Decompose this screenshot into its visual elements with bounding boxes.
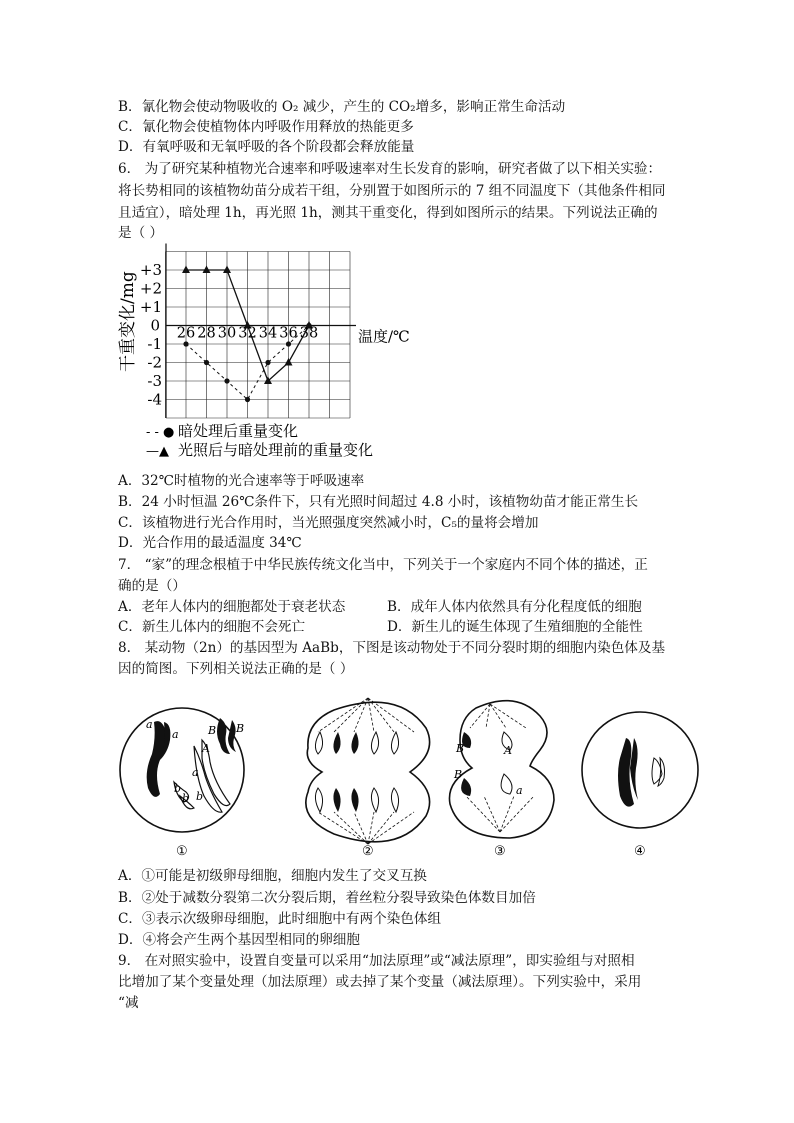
q5-option-d: D．有氧呼吸和无氧呼吸的各个阶段都会释放能量 [118, 139, 415, 155]
figure-label-1: ① [176, 844, 188, 859]
series-dark-point [204, 360, 209, 365]
chromosome-dark [228, 720, 236, 752]
legend-label-dark: 暗处理后重量变化 [178, 422, 299, 440]
x-tick-label: 38 [299, 325, 319, 342]
q6-stem-line-1: 6． 为了研究某种植物光合速率和呼吸速率对生长发育的影响，研究者做了以下相关实验： [118, 161, 662, 177]
q6-stem-line-4: 是（ ） [118, 225, 164, 241]
q7-option-b: B．成年人体内依然具有分化程度低的细胞 [387, 599, 642, 615]
series-dark-point [224, 378, 229, 383]
svg-text:b: b [174, 782, 182, 795]
q8-option-b: B．②处于减数分裂第二次分裂后期，着丝粒分裂导致染色体数目加倍 [118, 890, 536, 906]
series-light-point [182, 266, 190, 274]
x-axis-label: 温度/℃ [358, 327, 410, 346]
series-light-point [223, 266, 231, 274]
chromosome-dark [217, 718, 230, 754]
svg-text:a: a [172, 728, 179, 741]
cell-1 [120, 708, 244, 859]
legend-marker-dark: - - ● [146, 425, 175, 440]
figure-label-2: ② [362, 844, 374, 859]
q7-stem-line-2: 确的是（） [118, 578, 186, 594]
q7-option-d: D．新生儿的诞生体现了生殖细胞的全能性 [387, 619, 643, 635]
x-tick-label: 36 [279, 325, 298, 342]
q6-option-c: C．该植物进行光合作用时，当光照强度突然减小时，C₅的量将会增加 [118, 515, 539, 531]
figure-label-4: ④ [634, 844, 646, 859]
x-tick-label: 32 [238, 325, 257, 342]
q8-option-a: A．①可能是初级卵母细胞，细胞内发生了交叉互换 [118, 868, 427, 884]
legend-label-light: 光照后与暗处理前的重量变化 [178, 441, 374, 459]
svg-text:a: a [146, 718, 153, 731]
q9-stem-line-3: “减 [118, 995, 139, 1011]
q5-option-b: B．氰化物会使动物吸收的 O₂ 减少，产生的 CO₂增多，影响正常生命活动 [118, 99, 566, 115]
cell-3 [449, 701, 554, 859]
q7-option-c: C．新生儿体内的细胞不会死亡 [118, 619, 306, 635]
y-tick-label: +3 [139, 261, 162, 279]
svg-text:A: A [504, 744, 512, 757]
q6-stem-line-2: 将长势相同的该植物幼苗分成若干组，分别置于如图所示的 7 组不同温度下（其他条件相同 [118, 183, 666, 199]
cell-4 [582, 712, 698, 859]
series-dark-point [245, 397, 250, 402]
q9-stem-line-2: 比增加了某个变量处理（加法原理）或去掉了某个变量（减法原理）。下列实验中，采用 [118, 974, 642, 990]
y-axis-label: 干重变化/mg [118, 271, 138, 372]
y-tick-label: -3 [147, 372, 162, 390]
legend-marker-light: —▲ [146, 444, 169, 459]
origin-label: 0 [150, 316, 160, 335]
series-dark-point [265, 360, 270, 365]
q6-line-chart [112, 246, 410, 468]
svg-text:A: A [202, 742, 210, 755]
svg-text:B: B [236, 722, 245, 735]
series-dark-point [183, 341, 188, 346]
y-tick-label: -4 [147, 390, 162, 409]
svg-text:a: a [516, 784, 523, 797]
q7-option-a: A．老年人体内的细胞都处于衰老状态 [118, 599, 346, 615]
q6-option-a: A．32℃时植物的光合速率等于呼吸速率 [118, 473, 365, 489]
series-dark-point [286, 341, 291, 346]
q6-option-d: D．光合作用的最适温度 34℃ [118, 535, 302, 551]
series-light-point [285, 358, 293, 366]
q8-option-c: C．③表示次级卵母细胞，此时细胞中有两个染色体组 [118, 911, 442, 927]
q5-option-c: C．氰化物会使植物体内呼吸作用释放的热能更多 [118, 119, 414, 135]
svg-text:B: B [456, 742, 465, 755]
q6-option-b: B．24 小时恒温 26℃条件下，只有光照时间超过 4.8 小时，该植物幼苗才能正常生长 [118, 494, 639, 510]
x-tick-label: 30 [217, 325, 237, 342]
q9-stem-line-1: 9． 在对照实验中，设置自变量可以采用“加法原理”或“减法原理”，即实验组与对照相 [118, 953, 635, 969]
chart-labels [118, 261, 410, 409]
svg-text:B: B [454, 768, 463, 781]
x-tick-label: 28 [197, 325, 216, 342]
x-tick-label: 34 [258, 325, 278, 342]
svg-text:B: B [208, 724, 217, 737]
y-tick-label: -2 [147, 353, 162, 372]
y-tick-label: -1 [147, 335, 162, 353]
chart-legend [146, 422, 373, 459]
q8-stem-line-1: 8． 某动物（2n）的基因型为 AaBb，下图是该动物处于不同分裂时期的细胞内染色体及基 [118, 640, 666, 656]
q8-cell-division-figure [110, 688, 700, 864]
cell-2 [306, 698, 430, 859]
series-light-point [203, 266, 211, 274]
q8-stem-line-2: 因的简图。下列相关说法正确的是（ ） [118, 661, 354, 677]
svg-text:b: b [182, 792, 190, 805]
y-tick-label: +1 [139, 298, 162, 316]
svg-text:b: b [196, 790, 204, 803]
figure-label-3: ③ [494, 844, 506, 859]
q8-option-d: D．④将会产生两个基因型相同的卵细胞 [118, 932, 360, 948]
x-tick-label: 26 [176, 325, 196, 342]
y-tick-label: +2 [139, 279, 162, 298]
svg-text:a: a [192, 766, 199, 779]
q6-stem-line-3: 且适宜），暗处理 1h，再光照 1h，测其干重变化，得到如图所示的结果。下列说法正确的 [118, 205, 658, 221]
chromosome-dark [147, 721, 167, 797]
q7-stem-line-1: 7． “家”的理念根植于中华民族传统文化当中，下列关于一个家庭内不同个体的描述，正 [118, 557, 648, 573]
